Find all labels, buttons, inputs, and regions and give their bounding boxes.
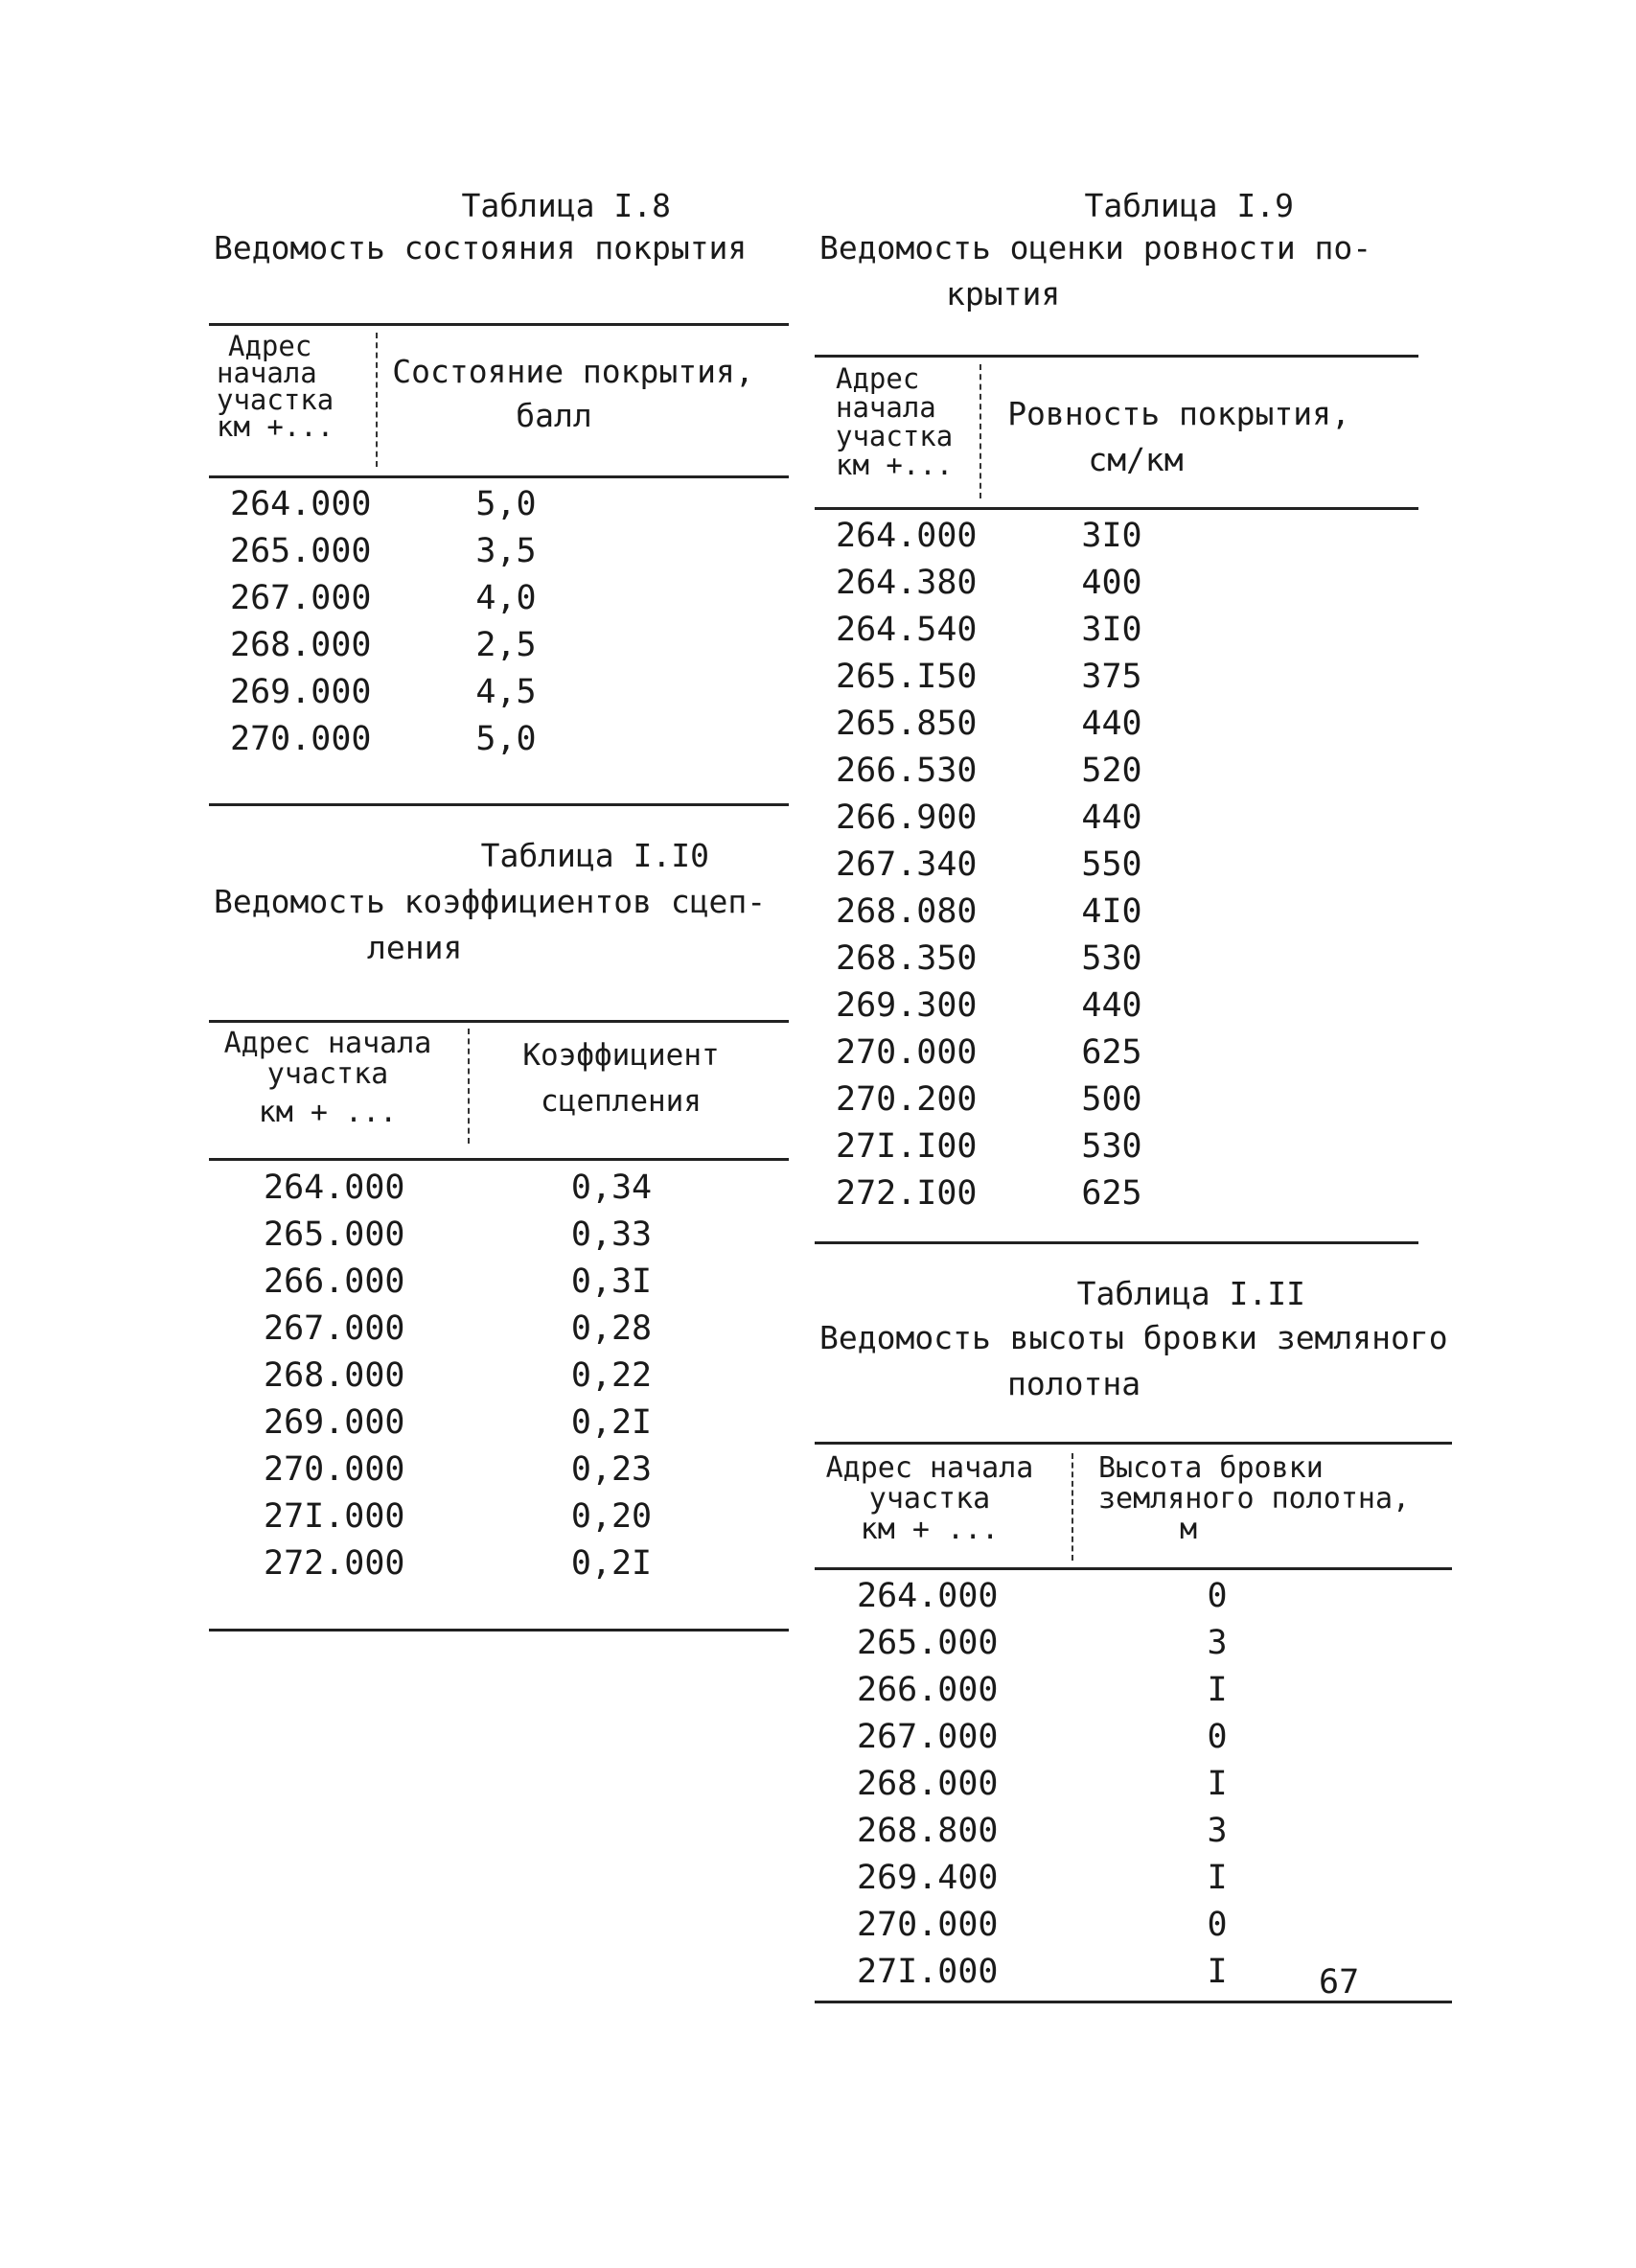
table-row [815,936,1418,983]
header-rule [815,507,1418,510]
value-cell: 0,28 [570,1309,653,1348]
address-cell: 266.000 [264,1262,405,1301]
address-cell: 264.000 [230,485,372,523]
header-rule [815,1567,1452,1570]
value-cell: 0,34 [570,1169,653,1207]
table-row [815,1123,1418,1170]
address-cell: 266.530 [836,752,978,790]
address-cell: 266.000 [857,1671,999,1709]
table-1-11 [815,1275,1452,2023]
table-row [815,1620,1452,1667]
address-cell: 270.000 [264,1450,405,1489]
table-1-8 [209,187,789,810]
table-1-9 [815,187,1418,1256]
table-row [815,983,1418,1030]
value-cell: 3I0 [1081,517,1142,555]
header-address: Адрес начала участка км +... [217,330,334,443]
table-body [815,513,1418,1217]
header-rule [209,1158,789,1161]
address-cell: 268.000 [857,1765,999,1803]
address-cell: 264.000 [836,517,978,555]
value-cell: 0,33 [570,1215,653,1254]
bottom-rule [209,803,789,806]
address-cell: 269.400 [857,1859,999,1897]
table-row [815,1667,1452,1714]
table-title: Ведомость состояния покрытия [214,229,748,266]
table-row [815,654,1418,701]
table-row [209,481,789,528]
value-cell: 400 [1081,564,1142,602]
value-cell: 0,20 [570,1497,653,1536]
address-cell: 268.080 [836,892,978,931]
header-address: Адрес начала участка км + ... [223,1027,432,1129]
address-cell: 267.000 [230,579,372,617]
table-row [209,1259,789,1306]
value-cell: 3I0 [1081,611,1142,649]
address-cell: 265.000 [264,1215,405,1254]
bottom-rule [815,1241,1418,1244]
address-cell: 272.I00 [836,1174,978,1213]
address-cell: 272.000 [264,1544,405,1583]
value-cell: I [1207,1765,1228,1803]
value-cell: 5,0 [475,720,537,758]
value-cell: 0,2I [570,1544,653,1583]
address-cell: 264.000 [857,1577,999,1615]
address-cell: 27I.000 [857,1953,999,1991]
address-cell: 268.800 [857,1812,999,1850]
value-cell: 3 [1207,1624,1228,1662]
value-cell: 520 [1081,752,1142,790]
header-address: Адрес начала участка км +... [836,362,954,481]
address-cell: 268.000 [264,1356,405,1395]
top-rule [209,323,789,326]
table-row [815,1808,1452,1855]
value-cell: 3 [1207,1812,1228,1850]
header-separator [468,1029,470,1144]
header-condition: Состояние покрытия, балл [392,353,754,434]
table-row [209,1493,789,1540]
table-row [209,669,789,716]
table-row [815,607,1418,654]
table-row [209,528,789,575]
table-row [209,1306,789,1353]
value-cell: 530 [1081,1127,1142,1166]
table-row [209,575,789,622]
value-cell: 0,23 [570,1450,653,1489]
table-body [209,481,789,763]
header-shoulder-height: Высота бровки земляного полотна, м [1098,1451,1411,1546]
table-row [209,1540,789,1587]
table-number: Таблица I.II [1076,1275,1305,1312]
address-cell: 269.000 [230,673,372,711]
table-row [815,1030,1418,1076]
value-cell: 4I0 [1081,892,1142,931]
value-cell: 0,2I [570,1403,653,1442]
table-row [815,889,1418,936]
value-cell: 440 [1081,798,1142,837]
top-rule [209,1020,789,1023]
table-body [815,1573,1452,1996]
table-row [815,1170,1418,1217]
table-row [209,1165,789,1212]
header-separator [1071,1453,1073,1561]
address-cell: 267.340 [836,845,978,884]
header-rule [209,475,789,478]
address-cell: 27I.000 [264,1497,405,1536]
value-cell: 440 [1081,705,1142,743]
address-cell: 267.000 [857,1718,999,1756]
table-row [815,1573,1452,1620]
address-cell: 266.900 [836,798,978,837]
address-cell: 270.000 [230,720,372,758]
address-cell: 265.850 [836,705,978,743]
value-cell: 0 [1207,1906,1228,1944]
table-row [209,1353,789,1400]
table-title: Ведомость высоты бровки земляного полотна [819,1319,1448,1402]
value-cell: 625 [1081,1033,1142,1072]
address-cell: 27I.I00 [836,1127,978,1166]
address-cell: 264.000 [264,1169,405,1207]
top-rule [815,355,1418,358]
top-rule [815,1442,1452,1445]
table-row [209,622,789,669]
table-row [815,1855,1452,1902]
address-cell: 269.300 [836,986,978,1025]
table-row [815,560,1418,607]
address-cell: 268.000 [230,626,372,664]
address-cell: 265.I50 [836,658,978,696]
address-cell: 270.000 [836,1033,978,1072]
header-address: Адрес начала участка км + ... [825,1451,1034,1546]
value-cell: 5,0 [475,485,537,523]
table-row [815,748,1418,795]
table-row [209,716,789,763]
address-cell: 265.000 [230,532,372,570]
page-number: 67 [1319,1963,1360,2002]
address-cell: 268.350 [836,939,978,978]
table-header [209,1029,789,1144]
table-number: Таблица I.9 [1084,187,1294,224]
value-cell: 3,5 [475,532,537,570]
table-row [815,1761,1452,1808]
table-title: Ведомость оценки ровности по- крытия [819,229,1372,312]
value-cell: 0 [1207,1718,1228,1756]
table-row [815,795,1418,842]
address-cell: 269.000 [264,1403,405,1442]
table-row [815,701,1418,748]
value-cell: 530 [1081,939,1142,978]
table-row [209,1400,789,1446]
bottom-rule [209,1629,789,1632]
table-row [815,513,1418,560]
table-row [209,1446,789,1493]
value-cell: 440 [1081,986,1142,1025]
value-cell: 0,22 [570,1356,653,1395]
table-body [209,1165,789,1587]
value-cell: 375 [1081,658,1142,696]
value-cell: I [1207,1671,1228,1709]
header-evenness: Ровность покрытия, см/км [1007,395,1350,478]
value-cell: 625 [1081,1174,1142,1213]
value-cell: I [1207,1859,1228,1897]
address-cell: 264.380 [836,564,978,602]
value-cell: 0,3I [570,1262,653,1301]
table-row [815,842,1418,889]
table-1-10 [209,837,789,1642]
header-coefficient: Коэффициент сцепления [522,1038,720,1119]
address-cell: 270.000 [857,1906,999,1944]
table-row [815,1902,1452,1949]
address-cell: 270.200 [836,1080,978,1119]
table-number: Таблица I.8 [461,187,671,224]
value-cell: 0 [1207,1577,1228,1615]
address-cell: 264.540 [836,611,978,649]
address-cell: 265.000 [857,1624,999,1662]
table-row [815,1076,1418,1123]
value-cell: 550 [1081,845,1142,884]
value-cell: I [1207,1953,1228,1991]
table-header [209,330,789,467]
value-cell: 2,5 [475,626,537,664]
value-cell: 4,5 [475,673,537,711]
table-header [815,1453,1452,1561]
table-title: Ведомость коэффициентов сцеп- ления [214,883,767,966]
address-cell: 267.000 [264,1309,405,1348]
value-cell: 4,0 [475,579,537,617]
table-header [815,364,1418,498]
table-row [815,1714,1452,1761]
table-number: Таблица I.I0 [480,837,709,874]
table-row [209,1212,789,1259]
value-cell: 500 [1081,1080,1142,1119]
